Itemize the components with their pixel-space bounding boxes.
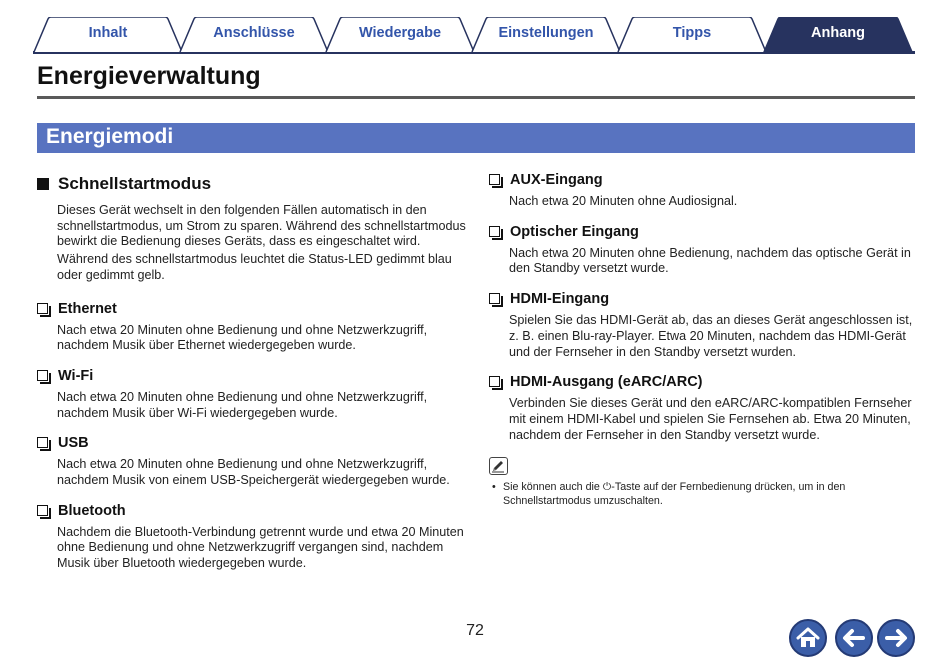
item-title: HDMI-Eingang <box>510 291 610 308</box>
item-optical <box>489 224 915 277</box>
checkbox-bullet-icon <box>37 505 49 517</box>
item-title: Wi-Fi <box>58 367 94 384</box>
checkbox-bullet-icon <box>489 376 501 388</box>
note-text <box>503 480 915 508</box>
item-title: HDMI-Ausgang (eARC/ARC) <box>510 374 703 391</box>
item-aux <box>489 172 915 210</box>
item-ethernet <box>37 301 467 354</box>
item-wifi <box>37 368 467 421</box>
tab-inhalt[interactable] <box>33 17 183 52</box>
tab-wiedergabe[interactable] <box>325 17 475 52</box>
item-bluetooth <box>37 503 467 572</box>
tab-label: Anschlüsse <box>213 25 295 41</box>
left-column <box>37 174 467 586</box>
quickstart-heading <box>37 174 467 194</box>
item-text: Nach etwa 20 Minuten ohne Bedienung und ohne Netzwerkzugriff, nachdem Musik über Wi-Fi wiedergegeben wurde. <box>57 389 428 420</box>
item-hdmi-in <box>489 291 915 360</box>
right-column <box>489 172 915 508</box>
item-title: Optischer Eingang <box>510 223 639 240</box>
item-heading <box>489 291 915 307</box>
item-title: USB <box>58 435 89 452</box>
item-text: Nach etwa 20 Minuten ohne Bedienung, nachdem das optische Gerät in den Standby versetzt wurde. <box>509 245 911 276</box>
section-title: Energiemodi <box>46 125 174 148</box>
tab-tipps[interactable] <box>617 17 767 52</box>
checkbox-bullet-icon <box>37 437 49 449</box>
tab-bar <box>33 17 915 53</box>
item-hdmi-out <box>489 374 915 443</box>
item-heading <box>37 368 467 384</box>
tab-label: Anhang <box>811 25 865 41</box>
tab-anschluesse[interactable] <box>179 17 329 52</box>
item-title: Bluetooth <box>58 502 126 519</box>
quickstart-paragraph: Dieses Gerät wechselt in den folgenden Fällen automatisch in den schnellstartmodus, um Strom zu sparen. Während des schnellstartmodus bewirkt die Bedienung dieses Geräts, dass es eingeschaltet wird. <box>57 203 466 249</box>
checkbox-bullet-icon <box>37 370 49 382</box>
item-text: Verbinden Sie dieses Gerät und den eARC/ARC-kompatiblen Fernseher mit einem HDMI-Kabel und spielen Sie Fernsehen ab. Etwa 20 Minuten, nachdem der Fernseher in den Standby versetzt wurde. <box>509 396 912 442</box>
title-divider <box>37 96 915 99</box>
item-heading <box>489 374 915 390</box>
home-button[interactable] <box>789 619 827 657</box>
tab-einstellungen[interactable] <box>471 17 621 52</box>
item-text: Nach etwa 20 Minuten ohne Audiosignal. <box>509 194 738 208</box>
note-text-after: -Taste auf der Fernbedienung drücken, um in den Schnellstartmodus umzuschalten. <box>503 481 846 508</box>
note-item <box>489 480 915 508</box>
item-text: Spielen Sie das HDMI-Gerät ab, das an dieses Gerät angeschlossen ist, z. B. einen Blu-ray-Player. Etwa 20 Minuten, nachdem das HDMI-Gerät und der Fernseher in den Standby versetzt wurden. <box>509 313 913 359</box>
quickstart-heading-text: Schnellstartmodus <box>58 174 212 193</box>
item-heading <box>37 503 467 519</box>
page-title: Energieverwaltung <box>37 62 261 90</box>
item-heading <box>489 172 915 188</box>
quickstart-block <box>37 174 467 284</box>
arrow-right-icon <box>879 621 913 655</box>
forward-button[interactable] <box>877 619 915 657</box>
quickstart-paragraph: Während des schnellstartmodus leuchtet die Status-LED gedimmt blau oder gedimmt gelb. <box>57 252 452 282</box>
home-icon <box>791 621 825 655</box>
page-number: 72 <box>466 622 484 639</box>
item-title: Ethernet <box>58 300 117 317</box>
tab-label: Inhalt <box>88 25 128 41</box>
checkbox-bullet-icon <box>489 293 501 305</box>
item-text: Nach etwa 20 Minuten ohne Bedienung und ohne Netzwerkzugriff, nachdem Musik über Ethernet wiedergegeben wurde. <box>57 322 428 353</box>
tab-label: Tipps <box>672 25 712 41</box>
item-title: AUX-Eingang <box>510 172 603 188</box>
item-heading <box>37 435 467 451</box>
tab-label: Wiedergabe <box>358 25 442 41</box>
item-usb <box>37 435 467 488</box>
note-text-before: Sie können auch die <box>503 481 603 494</box>
item-text: Nachdem die Bluetooth-Verbindung getrennt wurde und etwa 20 Minuten ohne Bedienung und ohne Netzwerkzugriff vergangen sind, nachdem Musik über Bluetooth wiedergegeben wurde. <box>57 524 464 571</box>
item-heading <box>489 224 915 240</box>
tab-label: Einstellungen <box>498 25 594 41</box>
checkbox-bullet-icon <box>489 226 501 238</box>
square-bullet-icon <box>37 178 49 190</box>
item-heading <box>37 301 467 317</box>
tab-anhang[interactable] <box>763 17 913 52</box>
checkbox-bullet-icon <box>489 174 501 186</box>
back-button[interactable] <box>835 619 873 657</box>
bullet-dot-icon: • <box>492 481 496 494</box>
item-text: Nach etwa 20 Minuten ohne Bedienung und ohne Netzwerkzugriff, nachdem Musik von einem USB-Speichergerät wiedergegeben wurde. <box>57 457 450 488</box>
pencil-icon <box>489 457 508 475</box>
arrow-left-icon <box>837 621 871 655</box>
checkbox-bullet-icon <box>37 303 49 315</box>
power-icon: ⏻ <box>602 481 612 494</box>
